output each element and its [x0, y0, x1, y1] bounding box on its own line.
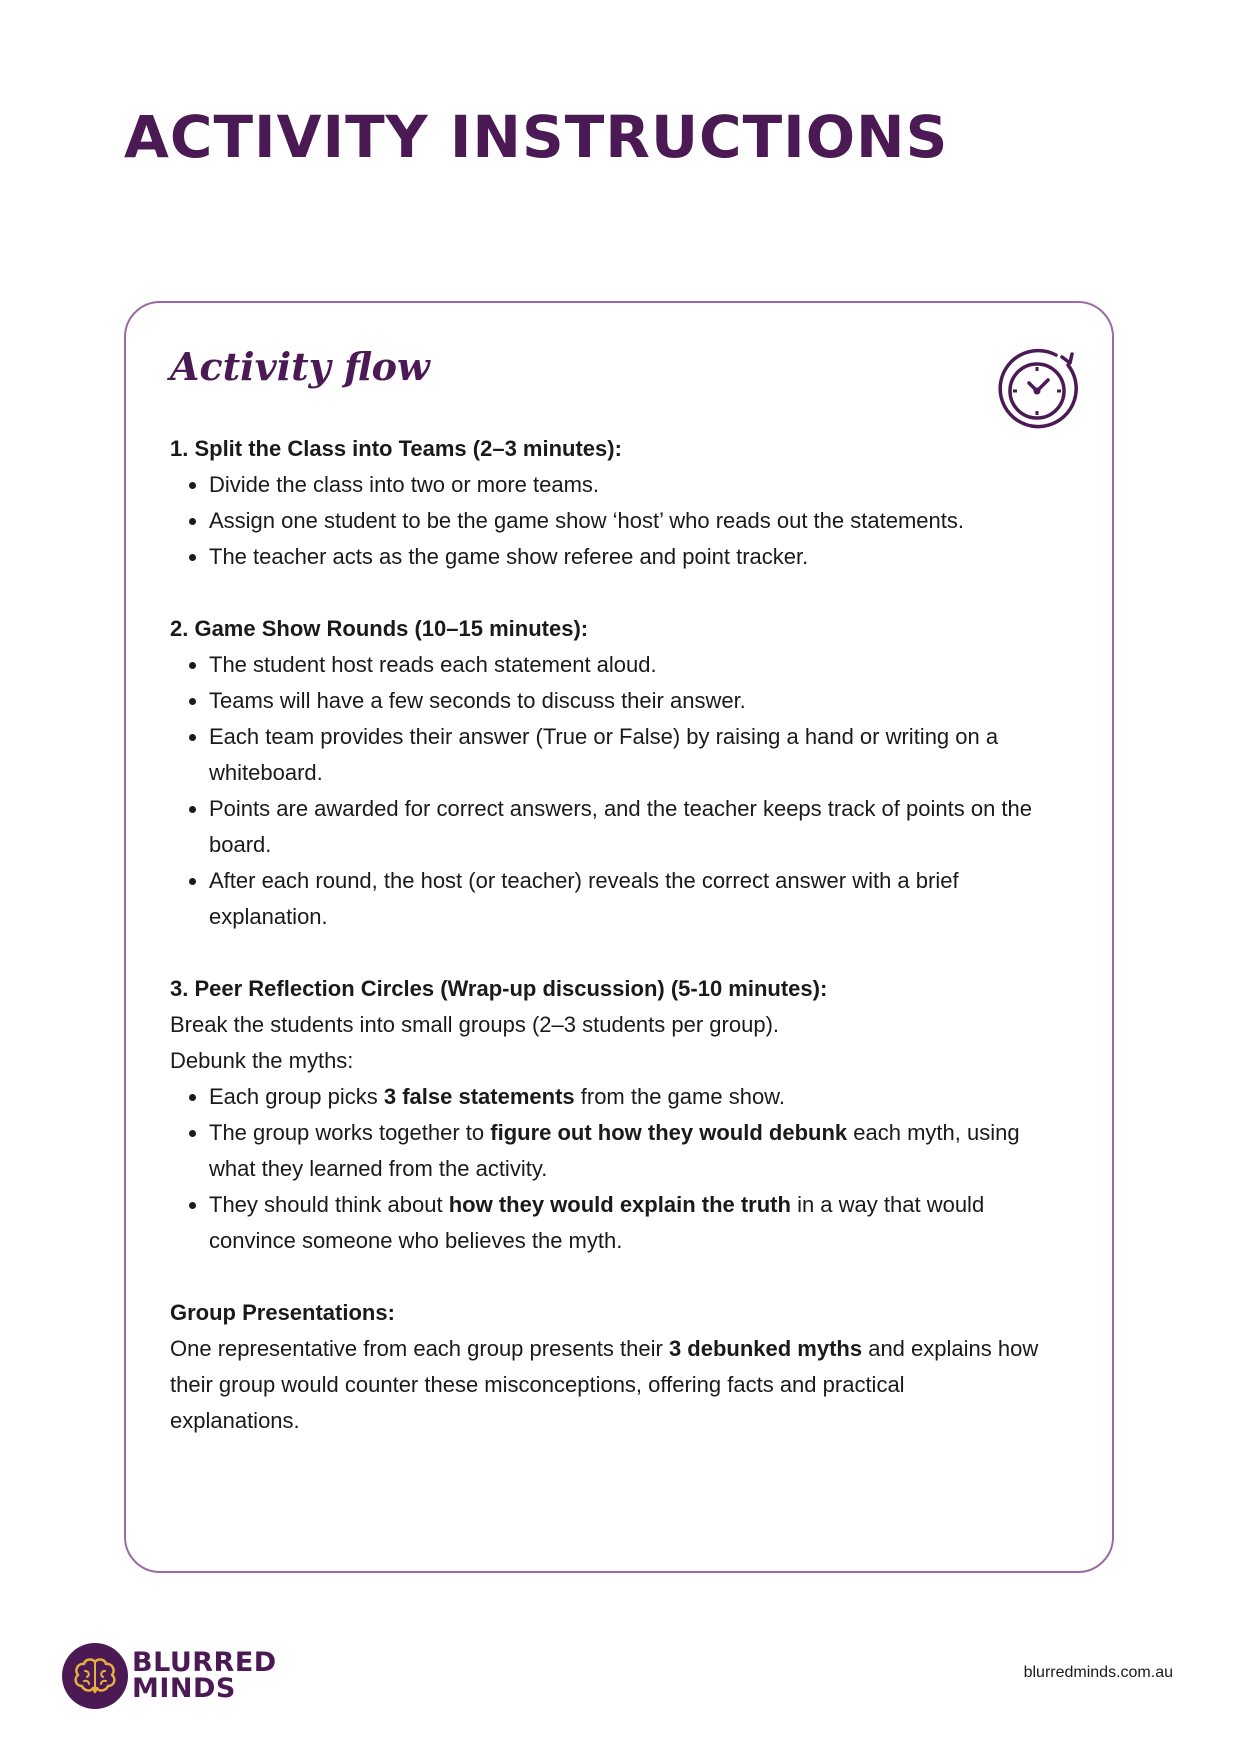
section-heading: 2. Game Show Rounds (10–15 minutes): [170, 616, 589, 641]
section-group-presentations [170, 1295, 1040, 1439]
section-split-teams [170, 431, 1040, 575]
footer-url: blurredminds.com.au [1023, 1664, 1173, 1681]
list-item: • The teacher acts as the game show referee and point tracker. [209, 539, 1040, 575]
list-item: • They should think about how they would explain the truth in a way that would convince someone who believes the myth. [209, 1187, 1040, 1259]
list-item: • The student host reads each statement aloud. [209, 647, 1040, 683]
list-item: • Each team provides their answer (True or False) by raising a hand or writing on a whiteboard. [209, 719, 1040, 791]
clock-icon [996, 347, 1082, 433]
list-item: • Divide the class into two or more teams. [209, 467, 1040, 503]
body-line: Break the students into small groups (2–3 students per group). [170, 1012, 780, 1037]
brand-logo [62, 1643, 277, 1709]
brain-icon [62, 1643, 128, 1709]
body-paragraph: One representative from each group presents their 3 debunked myths and explains how their group would counter these misconceptions, offering facts and practical explanations. [170, 1336, 1039, 1433]
section-heading: 1. Split the Class into Teams (2–3 minutes): [170, 436, 622, 461]
section-peer-reflection [170, 971, 1040, 1259]
list-item: • Points are awarded for correct answers, and the teacher keeps track of points on the board. [209, 791, 1040, 863]
list-item: • Assign one student to be the game show ‘host’ who reads out the statements. [209, 503, 1040, 539]
activity-content [170, 431, 1040, 1475]
section-heading: Group Presentations: [170, 1300, 395, 1325]
section-heading: 3. Peer Reflection Circles (Wrap-up discussion) (5-10 minutes): [170, 976, 828, 1001]
bullet-list [170, 1079, 1040, 1259]
body-line: Debunk the myths: [170, 1048, 354, 1073]
list-item: • Teams will have a few seconds to discuss their answer. [209, 683, 1040, 719]
bullet-list [170, 467, 1040, 575]
activity-flow-card [124, 301, 1114, 1573]
section-game-show-rounds [170, 611, 1040, 935]
bullet-list [170, 647, 1040, 935]
brand-name: BLURRED MINDS [132, 1647, 277, 1704]
list-item: • The group works together to figure out how they would debunk each myth, using what they learned from the activity. [209, 1115, 1040, 1187]
list-item: • After each round, the host (or teacher) reveals the correct answer with a brief explanation. [209, 863, 1040, 935]
card-heading: Activity flow [170, 344, 430, 389]
page-title: ACTIVITY INSTRUCTIONS [124, 103, 949, 171]
list-item: • Each group picks 3 false statements from the game show. [209, 1079, 1040, 1115]
